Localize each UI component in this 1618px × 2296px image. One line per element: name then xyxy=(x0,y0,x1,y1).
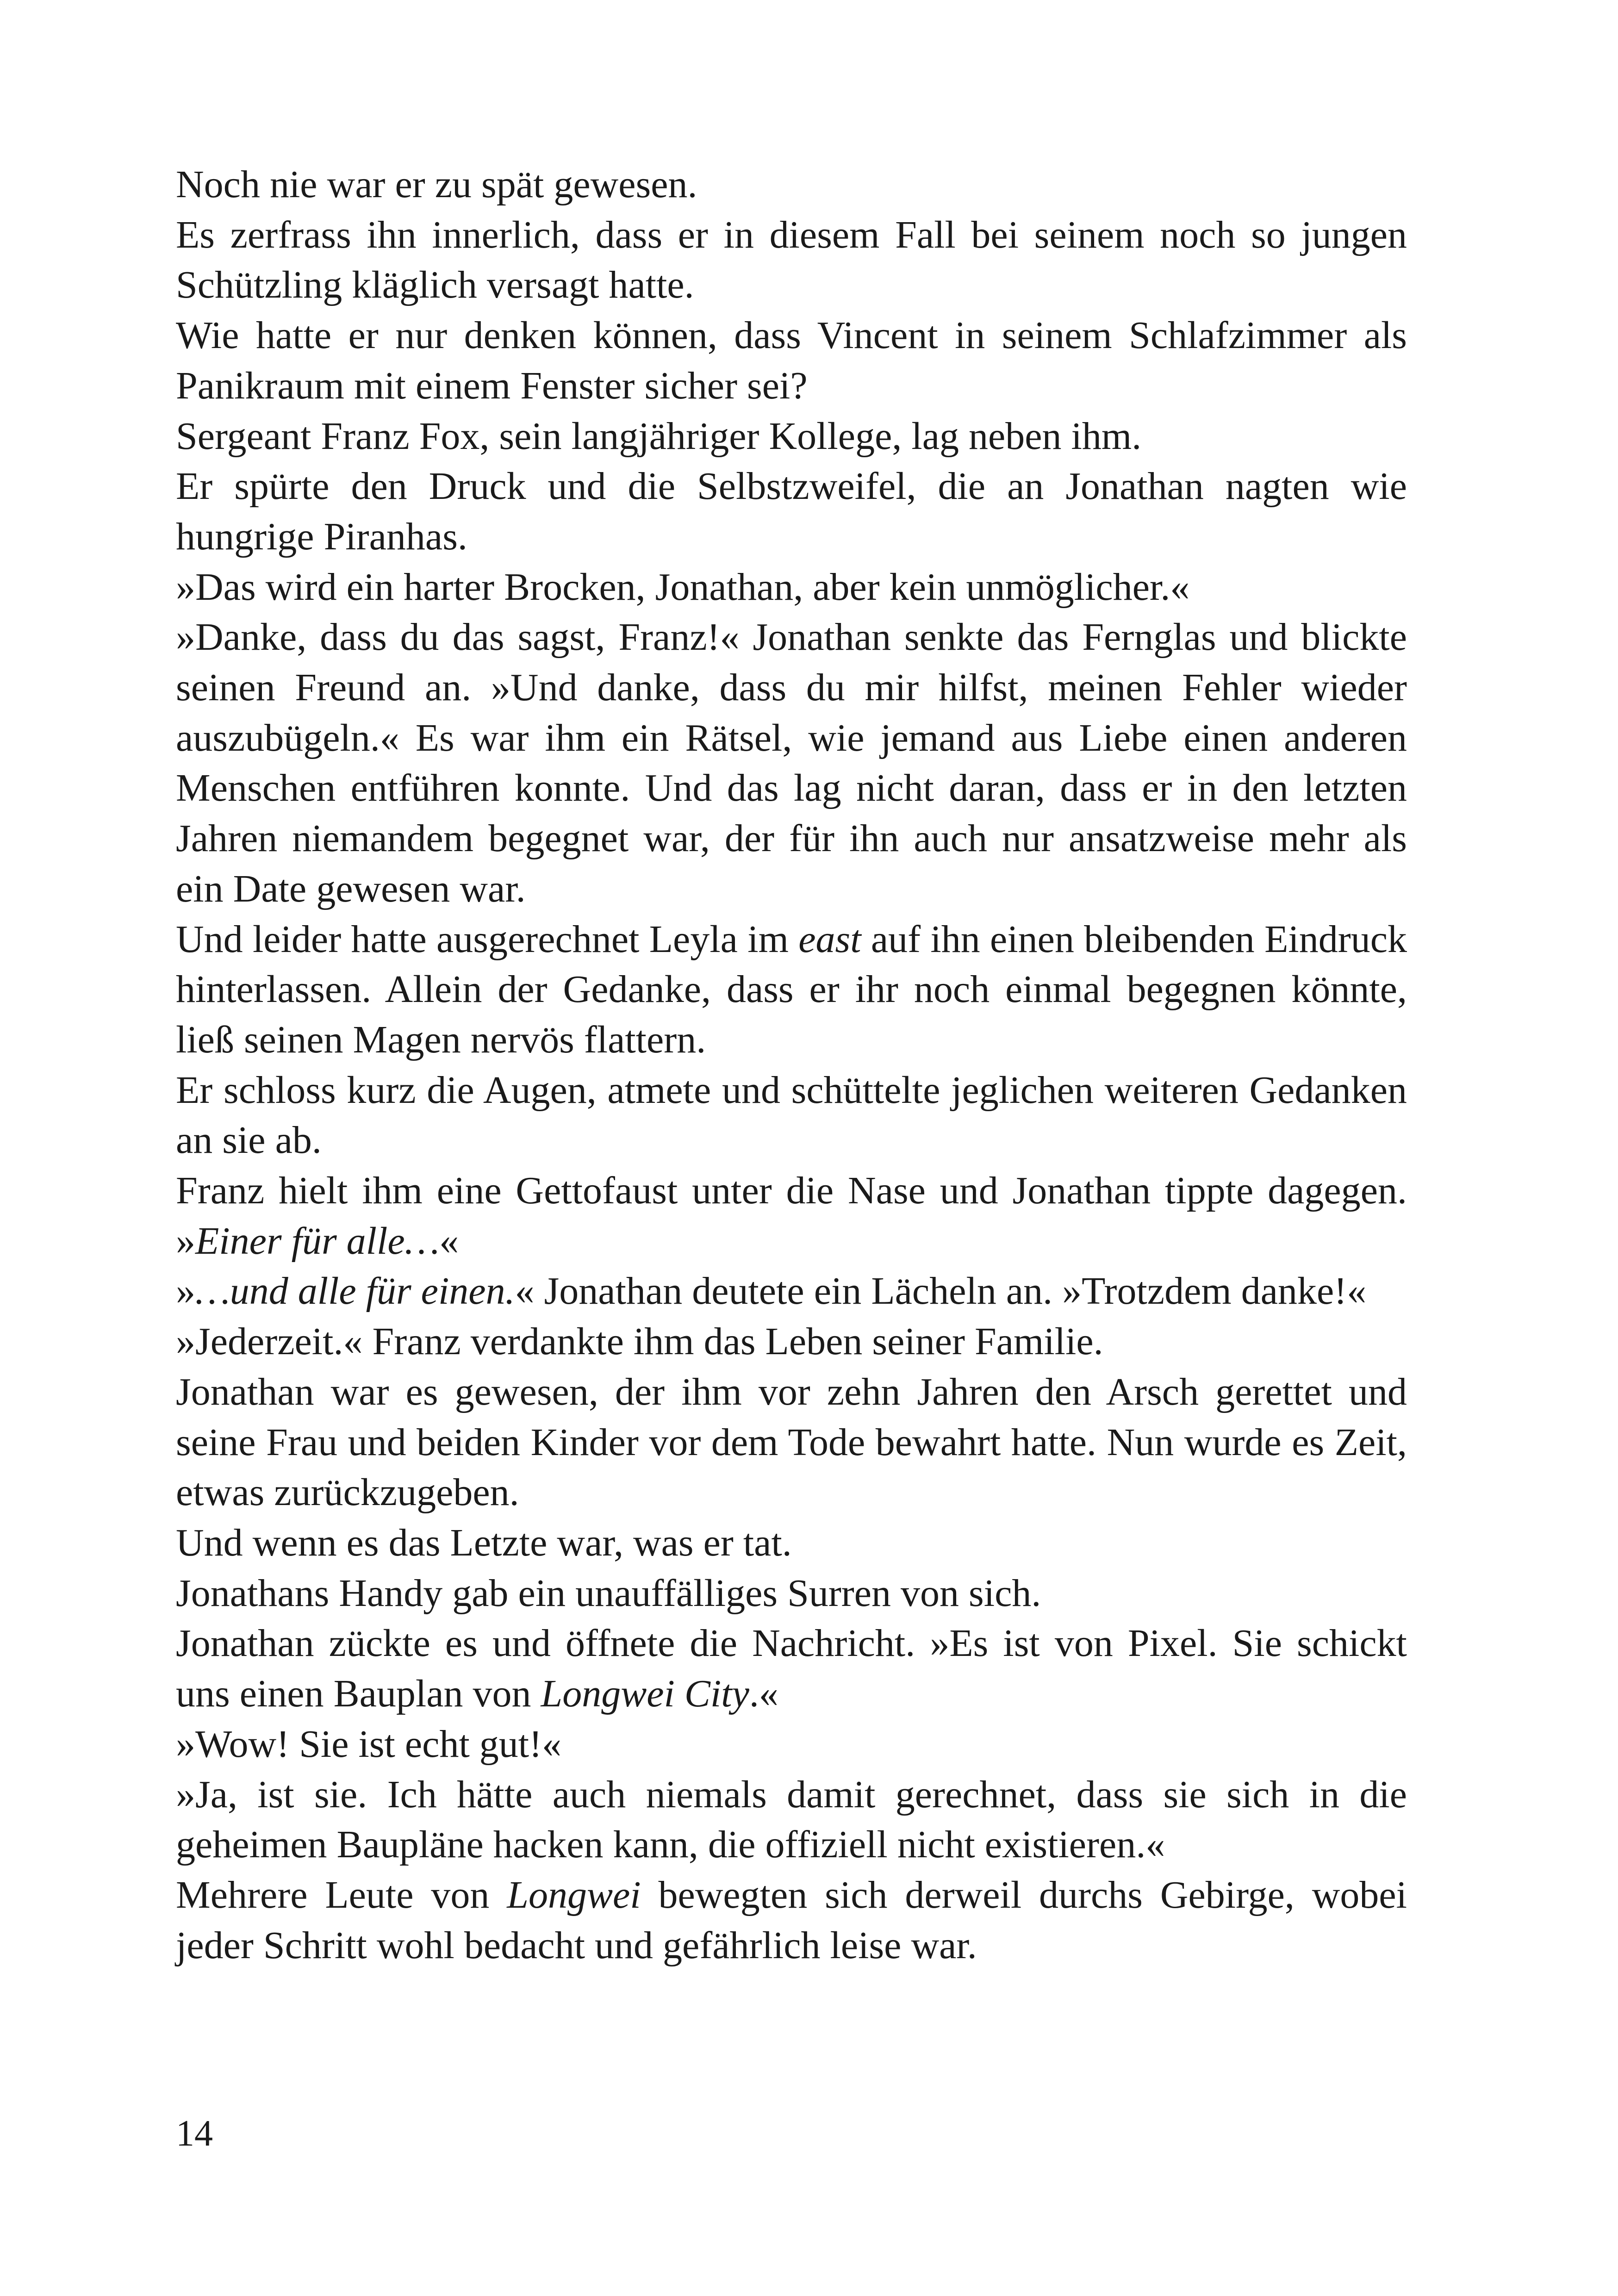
paragraph xyxy=(176,160,1407,210)
text-segment: Noch nie war er zu spät gewesen. xyxy=(176,163,697,206)
text-segment: Jonathans Handy gab ein unauffälliges Surren von sich. xyxy=(176,1571,1041,1615)
text-segment: »Wow! Sie ist echt gut!« xyxy=(176,1722,562,1766)
paragraph xyxy=(176,311,1407,411)
paragraph xyxy=(176,1166,1407,1266)
paragraph xyxy=(176,1518,1407,1568)
paragraph xyxy=(176,1065,1407,1166)
paragraph xyxy=(176,562,1407,613)
text-segment: Er spürte den Druck und die Selbstzweifel, die an Jonathan nagten wie hungrige Piranhas. xyxy=(176,465,1407,558)
text-segment: « Jonathan deutete ein Lächeln an. »Trotzdem danke!« xyxy=(515,1269,1367,1313)
page-number: 14 xyxy=(176,2113,213,2154)
text-segment: Mehrere Leute von xyxy=(176,1873,507,1916)
italic-text: …und alle für einen. xyxy=(195,1269,515,1313)
text-segment: Er schloss kurz die Augen, atmete und schüttelte jeglichen weiteren Gedanken an sie ab. xyxy=(176,1068,1407,1162)
text-segment: Jonathan zückte es und öffnete die Nachricht. »Es ist von Pixel. Sie schickt uns einen Bauplan von xyxy=(176,1622,1407,1716)
paragraph xyxy=(176,1719,1407,1770)
paragraph xyxy=(176,210,1407,311)
paragraph xyxy=(176,915,1407,1065)
paragraph xyxy=(176,1317,1407,1367)
paragraph xyxy=(176,1770,1407,1870)
text-segment: Sergeant Franz Fox, sein langjähriger Kollege, lag neben ihm. xyxy=(176,414,1142,458)
paragraph xyxy=(176,411,1407,462)
text-segment: »Das wird ein harter Brocken, Jonathan, aber kein unmöglicher.« xyxy=(176,565,1190,609)
text-segment: Und leider hatte ausgerechnet Leyla im xyxy=(176,917,799,961)
italic-text: east xyxy=(798,917,861,961)
text-segment: Es zerfrass ihn innerlich, dass er in diesem Fall bei seinem noch so jungen Schützling kläglich versagt hatte. xyxy=(176,213,1407,307)
paragraph xyxy=(176,1568,1407,1619)
text-segment: « xyxy=(439,1219,459,1263)
text-segment: bewegten sich derweil durchs Gebirge, wobei jeder Schritt wohl bedacht und gefährlich leise war. xyxy=(176,1873,1407,1967)
text-segment: »Ja, ist sie. Ich hätte auch niemals damit gerechnet, dass sie sich in die geheimen Baupläne hacken kann, die offiziell nicht existieren.« xyxy=(176,1773,1407,1867)
text-segment: Franz hielt ihm eine Gettofaust unter die Nase und Jonathan tippte dagegen. » xyxy=(176,1169,1407,1263)
text-segment: auf ihn einen bleibenden Eindruck hinterlassen. Allein der Gedanke, dass er ihr noch einmal begegnen könnte, ließ seinen Magen nervös flattern. xyxy=(176,917,1407,1061)
paragraph xyxy=(176,1618,1407,1719)
paragraph xyxy=(176,1367,1407,1518)
body-text xyxy=(176,160,1407,1971)
text-segment: Wie hatte er nur denken können, dass Vincent in seinem Schlafzimmer als Panikraum mit einem Fenster sicher sei? xyxy=(176,314,1407,407)
italic-text: Longwei City xyxy=(541,1672,749,1716)
italic-text: Longwei xyxy=(507,1873,641,1916)
paragraph xyxy=(176,1266,1407,1317)
text-segment: .« xyxy=(749,1672,778,1716)
text-segment: » xyxy=(176,1269,195,1313)
paragraph xyxy=(176,461,1407,562)
text-segment: Jonathan war es gewesen, der ihm vor zehn Jahren den Arsch gerettet und seine Frau und beiden Kinder vor dem Tode bewahrt hatte. Nun wurde es Zeit, etwas zurückzugeben. xyxy=(176,1370,1407,1514)
text-segment: »Jederzeit.« Franz verdankte ihm das Leben seiner Familie. xyxy=(176,1320,1103,1363)
italic-text: Einer für alle… xyxy=(195,1219,440,1263)
paragraph xyxy=(176,612,1407,914)
text-segment: Und wenn es das Letzte war, was er tat. xyxy=(176,1521,792,1564)
text-segment: »Danke, dass du das sagst, Franz!« Jonathan senkte das Fernglas und blickte seinen Freund an. »Und danke, dass du mir hilfst, meinen Fehler wieder auszubügeln.« Es war ihm ein Rätsel, wie jemand aus Liebe einen anderen Menschen entführen konnte. Und das lag nicht daran, dass er in den letzten Jahren niemandem begegnet war, der für ihn auch nur ansatzweise mehr als ein Date gewesen war. xyxy=(176,616,1407,910)
paragraph xyxy=(176,1870,1407,1971)
